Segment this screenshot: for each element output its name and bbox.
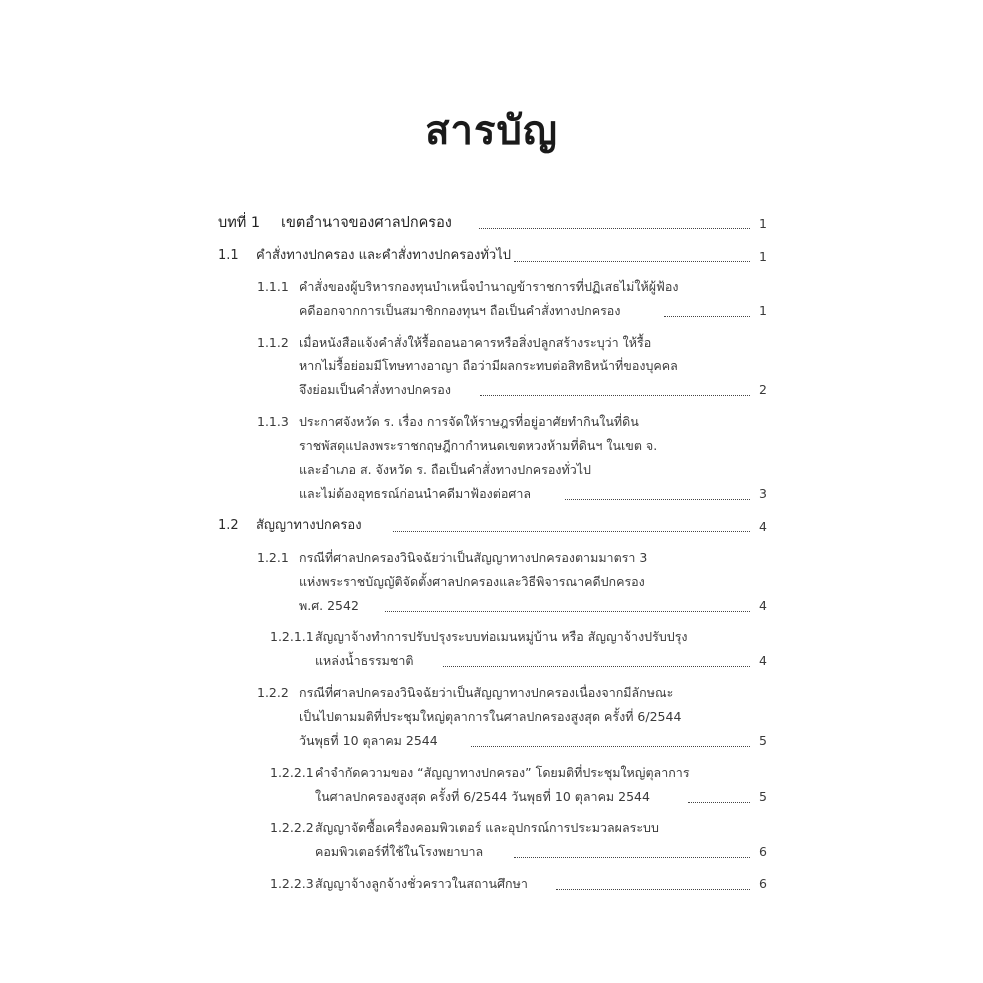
- entry-title-line: แหล่งน้ำธรรมชาติ: [315, 653, 414, 668]
- dot-leader: [664, 316, 750, 317]
- entry-title-line: กรณีที่ศาลปกครองวินิจฉัยว่าเป็นสัญญาทางปกครองตามมาตรา 3: [299, 550, 648, 565]
- page-number: 5: [759, 733, 767, 748]
- page-number: 4: [759, 598, 767, 613]
- entry-title-line: สัญญาจ้างลูกจ้างชั่วคราวในสถานศึกษา: [315, 876, 528, 891]
- dot-leader: [443, 666, 750, 667]
- entry-title-line: ราชพัสดุแปลงพระราชกฤษฎีกากำหนดเขตหวงห้ามที่ดินฯ ในเขต จ.: [299, 438, 658, 453]
- entry-title-line: เป็นไปตามมติที่ประชุมใหญ่ตุลาการในศาลปกครองสูงสุด ครั้งที่ 6/2544: [299, 709, 682, 724]
- entry-title-line: วันพุธที่ 10 ตุลาคม 2544: [299, 733, 438, 748]
- entry-title-line: เมื่อหนังสือแจ้งคำสั่งให้รื้อถอนอาคารหรือสิ่งปลูกสร้างระบุว่า ให้รื้อ: [299, 335, 652, 350]
- entry-title-line: ประกาศจังหวัด ร. เรื่อง การจัดให้ราษฎรที่อยู่อาศัยทำกินในที่ดิน: [299, 414, 639, 429]
- entry-title-line: คำสั่งทางปกครอง และคำสั่งทางปกครองทั่วไป: [256, 248, 512, 263]
- page-number: 1: [759, 249, 767, 264]
- entry-number: 1.2.2.3: [270, 876, 314, 891]
- entry-title-line: และอำเภอ ส. จังหวัด ร. ถือเป็นคำสั่งทางปกครองทั่วไป: [299, 462, 591, 477]
- dot-leader: [480, 395, 750, 396]
- entry-title-line: จึงย่อมเป็นคำสั่งทางปกครอง: [299, 382, 451, 397]
- entry-title-line: สัญญาจัดซื้อเครื่องคอมพิวเตอร์ และอุปกรณ์การประมวลผลระบบ: [315, 820, 659, 835]
- entry-number: บทที่ 1: [218, 215, 261, 231]
- dot-leader: [471, 746, 750, 747]
- entry-title-line: ในศาลปกครองสูงสุด ครั้งที่ 6/2544 วันพุธที่ 10 ตุลาคม 2544: [315, 789, 650, 804]
- entry-title-line: พ.ศ. 2542: [299, 598, 359, 613]
- dot-leader: [393, 531, 750, 532]
- entry-title-line: แห่งพระราชบัญญัติจัดตั้งศาลปกครองและวิธีพิจารณาคดีปกครอง: [299, 574, 645, 589]
- page-number: 5: [759, 789, 767, 804]
- page-number: 1: [759, 216, 767, 231]
- entry-title-line: กรณีที่ศาลปกครองวินิจฉัยว่าเป็นสัญญาทางปกครองเนื่องจากมีลักษณะ: [299, 685, 674, 700]
- dot-leader: [514, 857, 750, 858]
- entry-number: 1.2.1: [257, 550, 289, 565]
- entry-title-line: คำสั่งของผู้บริหารกองทุนบำเหน็จบำนาญข้าราชการที่ปฏิเสธไม่ให้ผู้ฟ้อง: [299, 279, 679, 294]
- page-number: 1: [759, 303, 767, 318]
- page-number: 4: [759, 519, 767, 534]
- dot-leader: [556, 889, 750, 890]
- entry-number: 1.1.3: [257, 414, 289, 429]
- page-title: สารบัญ: [425, 107, 558, 154]
- entry-title-line: เขตอำนาจของศาลปกครอง: [281, 215, 452, 231]
- entry-title-line: สัญญาทางปกครอง: [256, 518, 362, 533]
- entry-number: 1.1: [218, 248, 239, 263]
- page-number: 4: [759, 653, 767, 668]
- entry-title-line: คำจำกัดความของ “สัญญาทางปกครอง” โดยมติที่ประชุมใหญ่ตุลาการ: [315, 765, 690, 780]
- entry-number: 1.2: [218, 518, 239, 533]
- entry-number: 1.2.2: [257, 685, 289, 700]
- dot-leader: [514, 261, 750, 262]
- dot-leader: [479, 228, 750, 229]
- entry-number: 1.2.2.1: [270, 765, 314, 780]
- entry-number: 1.1.1: [257, 279, 289, 294]
- entry-title-line: และไม่ต้องอุทธรณ์ก่อนนำคดีมาฟ้องต่อศาล: [299, 486, 531, 501]
- dot-leader: [565, 499, 750, 500]
- page-number: 2: [759, 382, 767, 397]
- page-number: 6: [759, 844, 767, 859]
- dot-leader: [688, 802, 750, 803]
- page-number: 3: [759, 486, 767, 501]
- entry-title-line: หากไม่รื้อย่อมมีโทษทางอาญา ถือว่ามีผลกระทบต่อสิทธิหน้าที่ของบุคคล: [299, 358, 678, 373]
- entry-number: 1.2.2.2: [270, 820, 314, 835]
- entry-title-line: คอมพิวเตอร์ที่ใช้ในโรงพยาบาล: [315, 844, 484, 859]
- entry-number: 1.2.1.1: [270, 629, 314, 644]
- page-number: 6: [759, 876, 767, 891]
- entry-title-line: คดีออกจากการเป็นสมาชิกกองทุนฯ ถือเป็นคำสั่งทางปกครอง: [299, 303, 621, 318]
- entry-title-line: สัญญาจ้างทำการปรับปรุงระบบท่อเมนหมู่บ้าน หรือ สัญญาจ้างปรับปรุง: [315, 629, 688, 644]
- dot-leader: [385, 611, 750, 612]
- entry-number: 1.1.2: [257, 335, 289, 350]
